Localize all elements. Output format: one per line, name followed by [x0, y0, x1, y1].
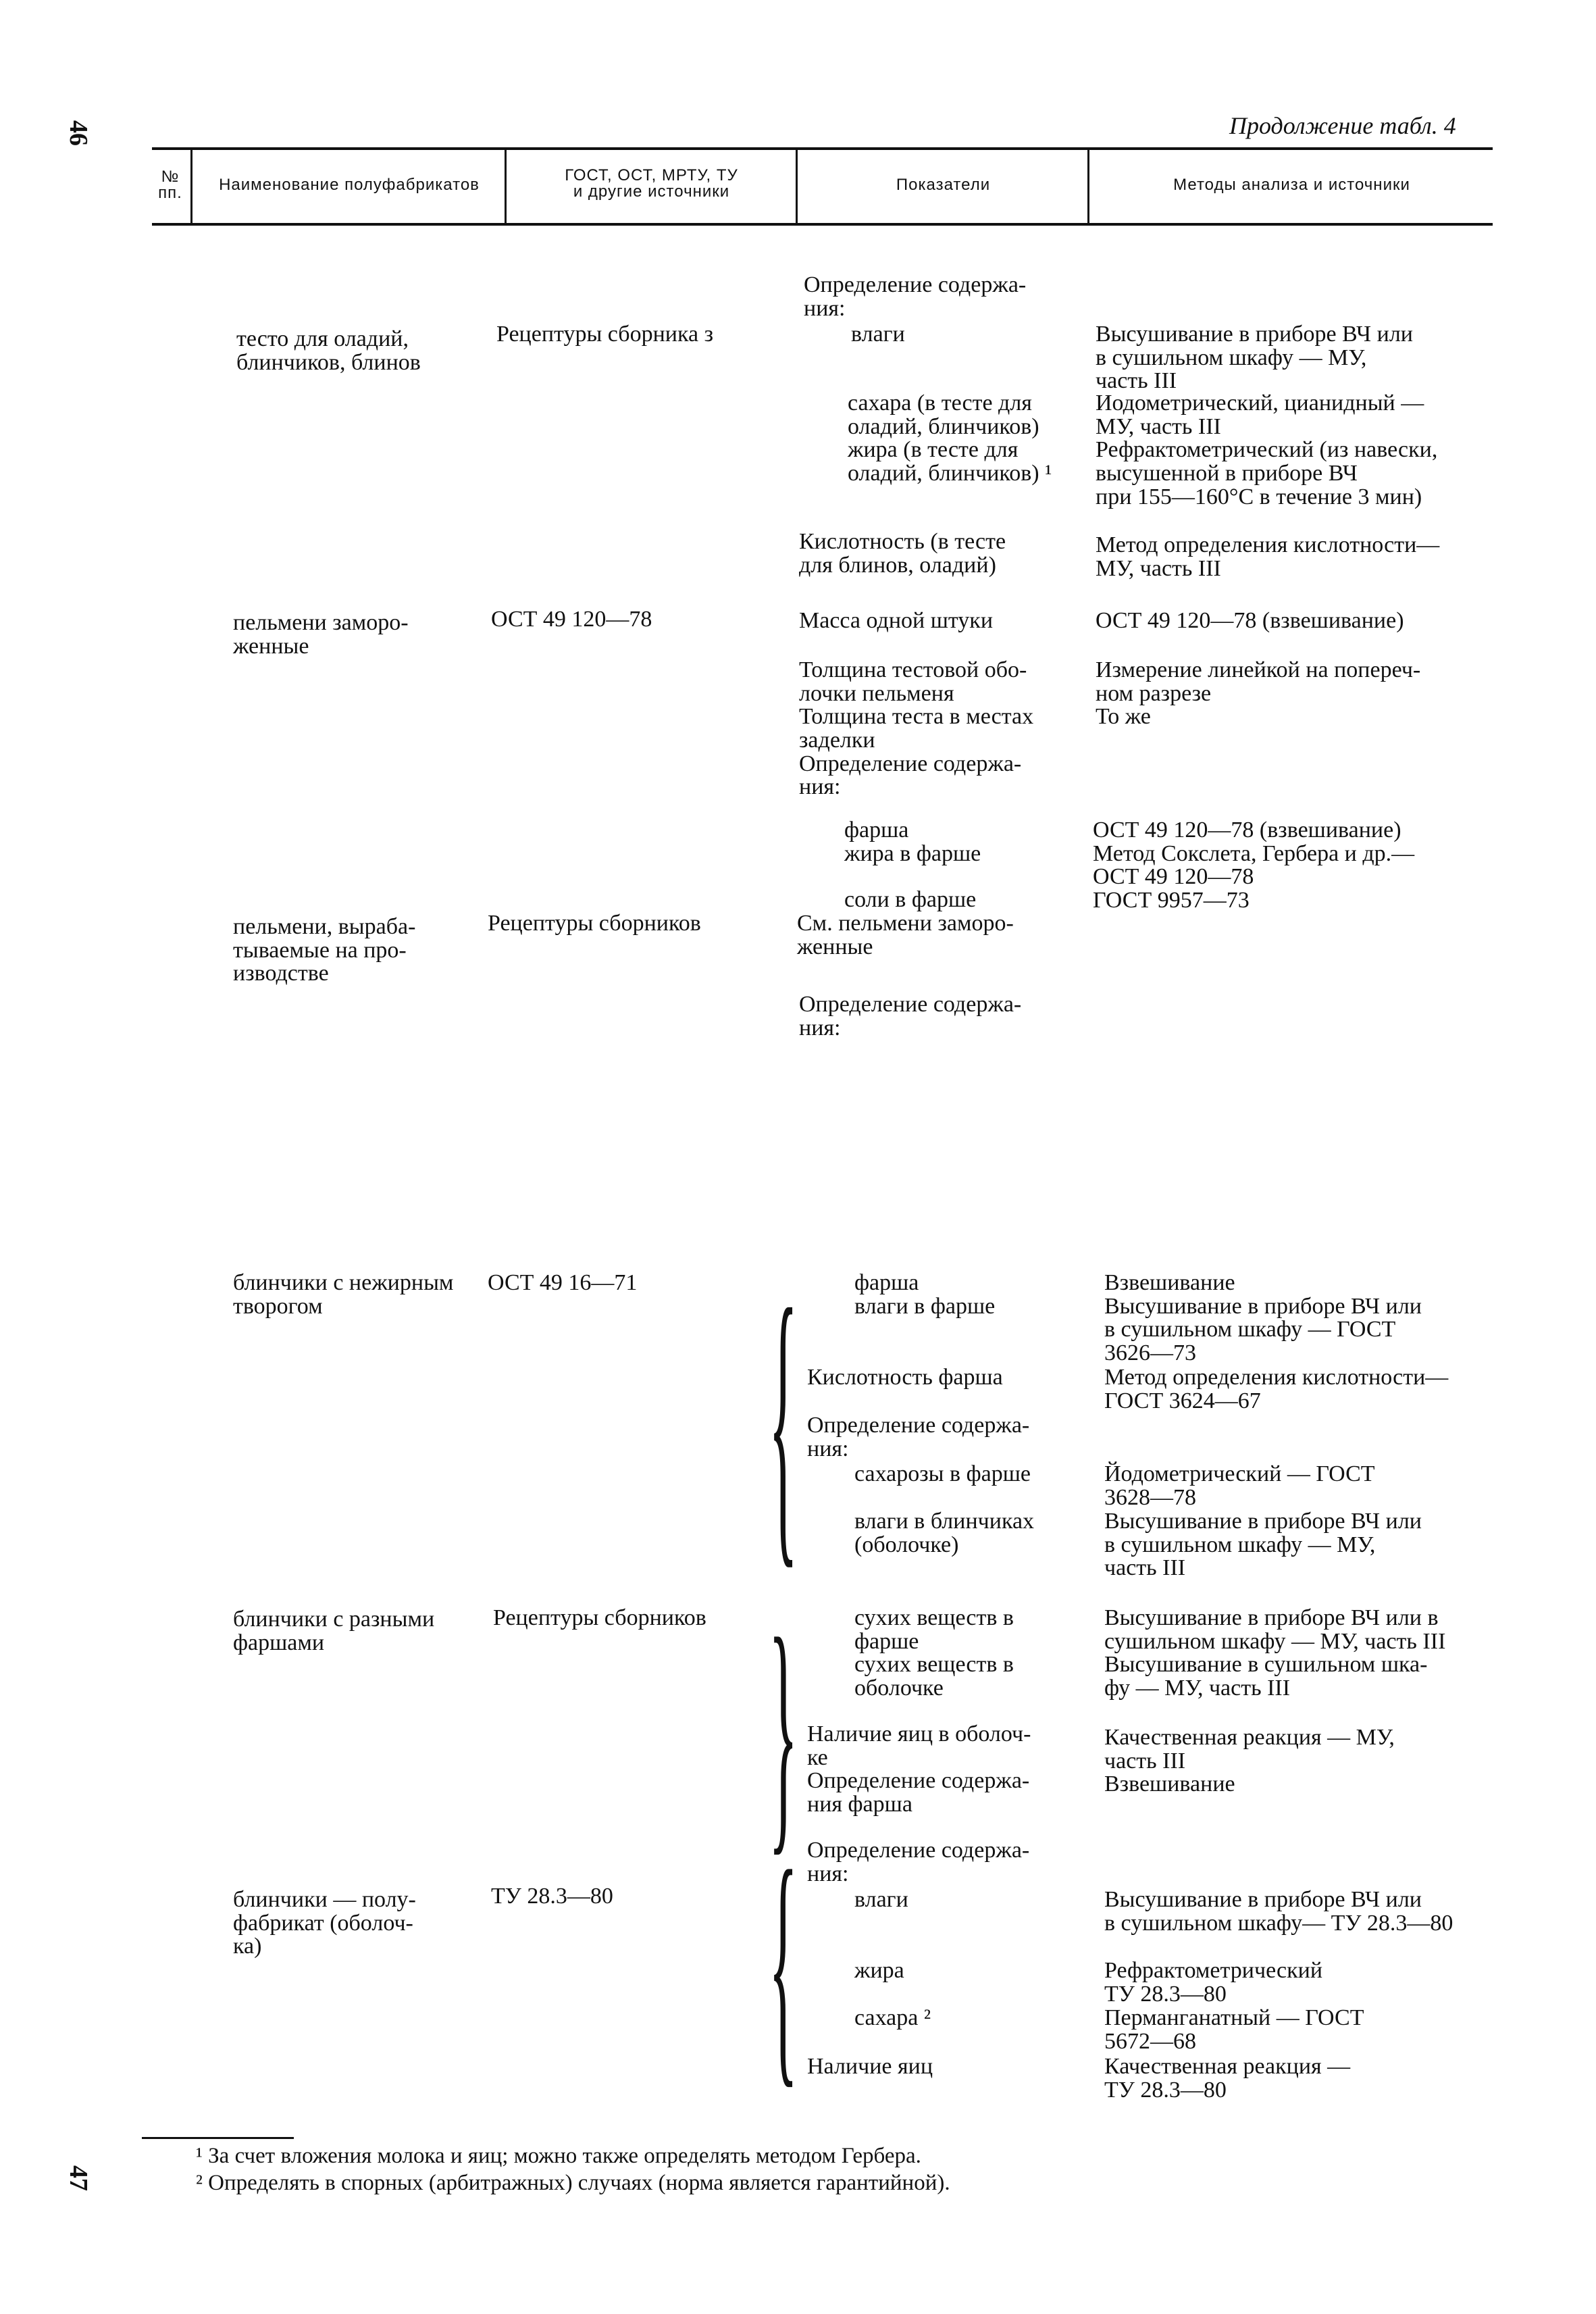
row1-method-b: Высушивание в приборе ВЧ или в сушильном шкафу — МУ, часть III [1096, 322, 1413, 394]
row2-name: пельмени заморо- женные [233, 610, 409, 659]
row4-brace: { [769, 1247, 798, 1594]
row6-brace: { [769, 1818, 798, 2110]
row5-source: Рецептуры сборников [493, 1605, 706, 1630]
header-bottom-rule [152, 223, 1493, 226]
row4-method-e: Высушивание в приборе ВЧ или в сушильном шкафу — МУ, часть III [1104, 1509, 1422, 1581]
table-continuation-label: Продолжение табл. 4 [1229, 112, 1456, 139]
row4-indicator-a: фарша влаги в фарше [854, 1270, 996, 1319]
row2-indicator-c: фарша жира в фарше [844, 818, 981, 866]
row5-indicator-a: сухих веществ в фарше сухих веществ в оболочке [854, 1605, 1014, 1701]
page-number-bottom: 47 [64, 2165, 93, 2191]
row6-method-e: Качественная реакция — ТУ 28.3—80 [1104, 2054, 1351, 2103]
row4-indicator-b: Кислотность фарша [807, 1365, 1003, 1390]
row3-indicator-b: Определение содержа- ния: [799, 992, 1022, 1040]
row2-method-a: ОСТ 49 120—78 (взвешивание) [1096, 608, 1404, 633]
row2-source: ОСТ 49 120—78 [491, 607, 652, 632]
row6-method-b: Высушивание в приборе ВЧ или в сушильном шкафу— ТУ 28.3—80 [1104, 1887, 1453, 1936]
row5-brace: } [769, 1586, 798, 1878]
header-name: Наименование полуфабрикатов [219, 176, 480, 194]
row2-method-c: ОСТ 49 120—78 (взвешивание) Метод Сокслета, Гербера и др.— ОСТ 49 120—78 ГОСТ 9957—73 [1093, 818, 1415, 913]
page-number-left: 46 [64, 120, 93, 146]
row4-indicator-c: Определение содержа- ния: [807, 1413, 1030, 1461]
row1-method-c: Иодометрический, цианидный — МУ, часть III Рефрактометрический (из навески, высушенной в приборе ВЧ при 155—160°С в течение 3 мин) [1096, 391, 1438, 509]
row5-indicator-b: Наличие яиц в оболоч- ке Определение содержа- ния фарша [807, 1721, 1031, 1817]
row4-indicator-d: сахарозы в фарше [854, 1461, 1031, 1486]
row4-method-d: Йодометрический — ГОСТ 3628—78 [1104, 1461, 1375, 1510]
row6-indicator-e: Наличие яиц [807, 2054, 933, 2079]
row6-source: ТУ 28.3—80 [491, 1884, 613, 1909]
row3-name: пельмени, выраба- тываемые на про- изводстве [233, 914, 416, 986]
row4-name: блинчики с нежирным творогом [233, 1270, 454, 1319]
row2-method-b: Измерение линейкой на попереч- ном разрезе То же [1096, 657, 1421, 730]
row1-indicator-c: сахара (в тесте для оладий, блинчиков) жира (в тесте для оладий, блинчиков) ¹ [848, 391, 1052, 486]
row1-name: тесто для оладий, блинчиков, блинов [236, 326, 421, 375]
row1-indicator-a: Определение содержа- ния: [804, 272, 1027, 321]
row6-method-d: Перманганатный — ГОСТ 5672—68 [1104, 2005, 1364, 2054]
row4-method-a: Взвешивание Высушивание в приборе ВЧ или в сушильном шкафу — ГОСТ 3626—73 [1104, 1270, 1422, 1366]
row1-source: Рецептуры сборника з [496, 322, 714, 347]
row6-method-c: Рефрактометрический ТУ 28.3—80 [1104, 1958, 1323, 2007]
header-divider-2 [505, 150, 507, 223]
row6-indicator-b: влаги [854, 1887, 908, 1912]
row4-method-b: Метод определения кислотности— ГОСТ 3624—67 [1104, 1365, 1449, 1413]
row3-indicator-a: См. пельмени заморо- женные [797, 911, 1014, 959]
row6-indicator-a: Определение содержа- ния: [807, 1838, 1030, 1886]
header-divider-4 [1087, 150, 1089, 223]
footnote-2: ² Определять в спорных (арбитражных) случаях (норма является гарантийной). [196, 2171, 950, 2195]
header-num: № пп. [158, 168, 182, 203]
row6-name: блинчики — полу- фабрикат (оболоч- ка) [233, 1887, 416, 1959]
header-gost: ГОСТ, ОСТ, МРТУ, ТУ и другие источники [565, 166, 738, 201]
header-indicators: Показатели [896, 176, 991, 194]
footnote-1: ¹ За счет вложения молока и яиц; можно также определять методом Гербера. [196, 2144, 921, 2168]
row2-indicator-d: соли в фарше [844, 887, 977, 912]
footnote-rule [142, 2137, 294, 2139]
header-divider-1 [190, 150, 192, 223]
header-top-rule [152, 147, 1493, 150]
row6-indicator-c: жира [854, 1958, 904, 1983]
row5-name: блинчики с разными фаршами [233, 1607, 435, 1655]
row5-method-a: Высушивание в приборе ВЧ или в сушильном шкафу — МУ, часть III Высушивание в сушильном шка- фу — МУ, часть III [1104, 1605, 1446, 1701]
header-divider-3 [796, 150, 798, 223]
row3-source: Рецептуры сборников [488, 911, 701, 936]
row1-method-d: Метод определения кислотности— МУ, часть III [1096, 532, 1440, 581]
row1-indicator-b: влаги [851, 322, 905, 347]
row2-indicator-b: Толщина тестовой обо- лочки пельменя Толщина теста в местах заделки Определение содержа- ния: [799, 657, 1034, 800]
row2-indicator-a: Масса одной штуки [799, 608, 994, 633]
header-methods: Методы анализа и источники [1173, 176, 1410, 194]
row4-source: ОСТ 49 16—71 [488, 1270, 638, 1295]
row6-indicator-d: сахара ² [854, 2005, 931, 2030]
row5-method-b: Качественная реакция — МУ, часть III Взвешивание [1104, 1725, 1395, 1797]
row1-indicator-d: Кислотность (в тесте для блинов, оладий) [799, 529, 1006, 578]
row4-indicator-e: влаги в блинчиках (оболочке) [854, 1509, 1035, 1557]
